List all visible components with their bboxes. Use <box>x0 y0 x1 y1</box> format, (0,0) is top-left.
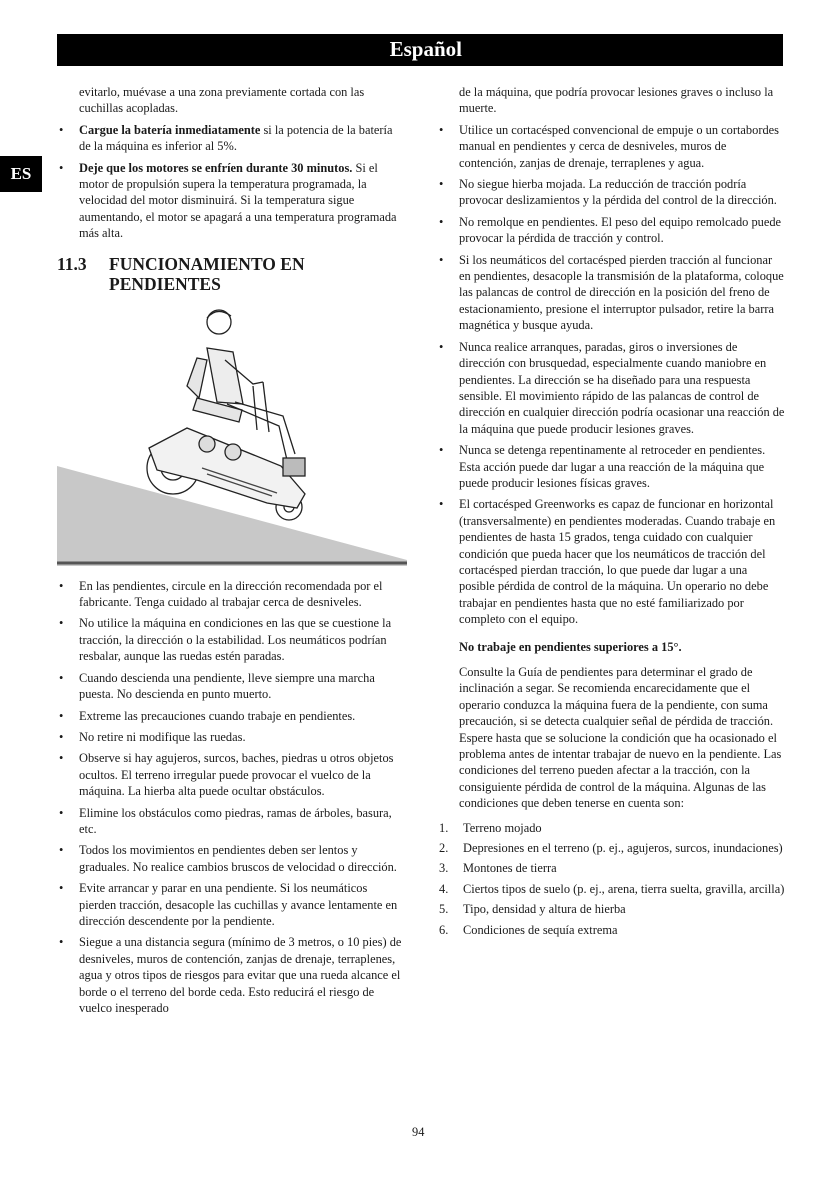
list-item <box>437 820 785 836</box>
bullet-icon: • <box>59 881 64 896</box>
section-title: FUNCIONAMIENTO EN PENDIENTES <box>109 253 305 294</box>
bullet-icon: • <box>59 122 64 137</box>
bullet-text: El cortacésped Greenworks es capaz de funcionar en horizontal (transversalmente) en pendientes moderadas. Cuando trabaje en pendientes de hasta 15 grados, tenga cuidado con cualquier condición que pueda hacer que los neumáticos de tracción del cortacésped pierdan tracción, lo que puede dar lugar a una posible pérdida de control de la máquina. Un operario no debe trabajar en pendientes hasta que no esté familiarizado por completo con el equipo. <box>459 497 776 627</box>
item-number: 5. <box>439 902 449 917</box>
bullet-icon: • <box>59 729 64 744</box>
continued-paragraph: de la máquina, que podría provocar lesiones graves o incluso la muerte. <box>459 85 774 116</box>
bullet-text: Utilice un cortacésped convencional de empuje o un cortabordes manual en pendientes y cerca de desniveles, muros de contención, zanjas de drenaje, terraplenes y agua. <box>459 122 779 170</box>
bullet-text: Si los neumáticos del cortacésped pierden tracción al funcionar en pendientes, desacople la transmisión de la plataforma, coloque las palancas de control de dirección en la posición del freno de estacionamiento, presione el interruptor pulsador, retire la barra magnética y busque ayuda. <box>459 252 784 333</box>
list-item <box>57 670 407 703</box>
slope-warning: No trabaje en pendientes superiores a 15°. <box>459 639 682 654</box>
list-item <box>57 615 407 664</box>
item-number: 2. <box>439 841 449 856</box>
list-item <box>437 122 785 171</box>
item-text: Depresiones en el terreno (p. ej., agujeros, surcos, inundaciones) <box>463 841 783 856</box>
item-text: Tipo, densidad y altura de hierba <box>463 902 626 917</box>
item-number: 4. <box>439 881 449 896</box>
item-number: 3. <box>439 861 449 876</box>
bullet-icon: • <box>59 805 64 820</box>
list-item <box>437 922 785 938</box>
item-text: Condiciones de sequía extrema <box>463 922 618 937</box>
list-item <box>57 880 407 929</box>
list-item <box>57 729 407 745</box>
bullet-icon: • <box>439 252 444 267</box>
list-item <box>57 122 407 155</box>
slope-bullet-list <box>57 578 407 1017</box>
bullet-icon: • <box>59 935 64 950</box>
right-column <box>437 84 785 942</box>
page-number: 94 <box>412 1125 425 1139</box>
item-number: 1. <box>439 820 449 835</box>
language-tab: ES <box>0 156 42 192</box>
bullet-icon: • <box>439 497 444 512</box>
bullet-text: Evite arrancar y parar en una pendiente. Si los neumáticos pierden tracción, desacople las cuchillas y avance lentamente en dirección descendente por la pendiente. <box>79 881 398 928</box>
conditions-list <box>437 820 785 938</box>
list-item <box>57 805 407 838</box>
bullet-icon: • <box>59 843 64 858</box>
list-item <box>57 750 407 799</box>
item-text: Ciertos tipos de suelo (p. ej., arena, tierra suelta, gravilla, arcilla) <box>463 881 785 896</box>
left-column <box>57 84 407 1021</box>
bullet-icon: • <box>439 177 444 192</box>
bullet-icon: • <box>439 214 444 229</box>
bullet-text: Si el motor de propulsión supera la temperatura programada, la velocidad del motor disminuirá. Si la temperatura sigue aumentando, el motor se apagará a una temperatura programada más alta. <box>79 160 397 241</box>
slope-mower-illustration <box>57 298 407 566</box>
bullet-icon: • <box>59 751 64 766</box>
list-item <box>437 901 785 917</box>
section-heading <box>57 254 407 294</box>
list-item <box>437 339 785 437</box>
mower-on-slope-icon <box>57 298 407 566</box>
bullet-icon: • <box>439 122 444 137</box>
list-item <box>57 160 407 242</box>
item-text: Terreno mojado <box>463 820 542 835</box>
bullet-icon: • <box>59 670 64 685</box>
bullet-text: Extreme las precauciones cuando trabaje en pendientes. <box>79 708 356 723</box>
bullet-bold-text: Deje que los motores se enfríen durante 30 minutos. <box>79 160 353 175</box>
item-text: Montones de tierra <box>463 861 557 876</box>
bullet-text: Elimine los obstáculos como piedras, ramas de árboles, basura, etc. <box>79 805 392 836</box>
bullet-text: No siegue hierba mojada. La reducción de tracción podría provocar deslizamientos y la pérdida del control de la dirección. <box>459 177 777 208</box>
list-item <box>437 442 785 491</box>
bullet-icon: • <box>439 443 444 458</box>
bullet-icon: • <box>59 160 64 175</box>
list-item <box>437 496 785 627</box>
list-item <box>57 842 407 875</box>
bullet-list-top <box>57 122 407 242</box>
bullet-text: No retire ni modifique las ruedas. <box>79 729 246 744</box>
item-number: 6. <box>439 922 449 937</box>
bullet-icon: • <box>439 339 444 354</box>
continued-paragraph: evitarlo, muévase a una zona previamente cortada con las cuchillas acopladas. <box>79 85 365 116</box>
bullet-bold-text: Cargue la batería inmediatamente <box>79 122 261 137</box>
bullet-text: Todos los movimientos en pendientes deben ser lentos y graduales. No realice cambios bruscos de velocidad o dirección. <box>79 843 397 874</box>
list-item <box>437 840 785 856</box>
right-bullet-list <box>437 122 785 628</box>
list-item <box>437 252 785 334</box>
bullet-text: No remolque en pendientes. El peso del equipo remolcado puede provocar la pérdida de tracción y control. <box>459 214 782 246</box>
list-item <box>57 934 407 1016</box>
bullet-text: Observe si hay agujeros, surcos, baches, piedras u otros objetos ocultos. El terreno irregular puede provocar el vuelco de la máquina. La hierba alta puede ocultar obstáculos. <box>79 751 394 799</box>
bullet-icon: • <box>59 578 64 593</box>
bullet-text: En las pendientes, circule en la dirección recomendada por el fabricante. Tenga cuidado al trabajar cerca de desniveles. <box>79 578 383 610</box>
section-number: 11.3 <box>57 253 87 274</box>
list-item <box>57 708 407 724</box>
bullet-text: No utilice la máquina en condiciones en las que se cuestione la tracción, la dirección o la estabilidad. Los neumáticos podrían resbalar, aunque las ruedas estén paradas. <box>79 616 392 664</box>
bullet-icon: • <box>59 616 64 631</box>
page-language-title: Español <box>389 37 462 61</box>
header-bar <box>57 34 783 66</box>
list-item <box>437 860 785 876</box>
bullet-text: Cuando descienda una pendiente, lleve siempre una marcha puesta. No descienda en punto muerto. <box>79 670 375 702</box>
bullet-text: si la potencia de la batería de la máquina es inferior al 5%. <box>79 122 393 154</box>
list-item <box>437 881 785 897</box>
bullet-text: Nunca se detenga repentinamente al retroceder en pendientes. Esta acción puede dar lugar a una reacción de la máquina que puede producir lesiones físicas graves. <box>459 443 766 490</box>
bullet-text: Nunca realice arranques, paradas, giros o inversiones de dirección con brusquedad, especialmente cuando maniobre en pendientes. La dirección se ha diseñado para una respuesta sensible. El movimiento rápido de las palancas de control de dirección en cualquier dirección podría ocasionar una reacción de la máquina que puede producir lesiones graves. <box>459 339 785 436</box>
bullet-text: Siegue a una distancia segura (mínimo de 3 metros, o 10 pies) de desniveles, muros de contención, zanjas de drenaje, terraplenes, agua y otros tipos de riesgos para evitar que una rueda alcance el borde o el terreno del borde ceda. Esto reducirá el riesgo de vuelco inesperado <box>79 935 402 1015</box>
conditions-paragraph: Consulte la Guía de pendientes para determinar el grado de inclinación a segar. Se recomienda encarecidamente que el operario conduzca la máquina fuera de la pendiente, con suma precaución, si se detecta cualquier señal de pérdida de tracción. Espere hasta que se solucione la condición que ha ocasionado el problema antes de intentar trabajar de nuevo en la pendiente. Las condiciones del terreno pueden afectar a la tracción, con la consiguiente pérdida de control de la máquina. Algunas de las condiciones que deben tenerse en cuenta son: <box>459 665 782 811</box>
list-item <box>437 214 785 247</box>
bullet-icon: • <box>59 708 64 723</box>
list-item <box>437 176 785 209</box>
list-item <box>57 578 407 611</box>
